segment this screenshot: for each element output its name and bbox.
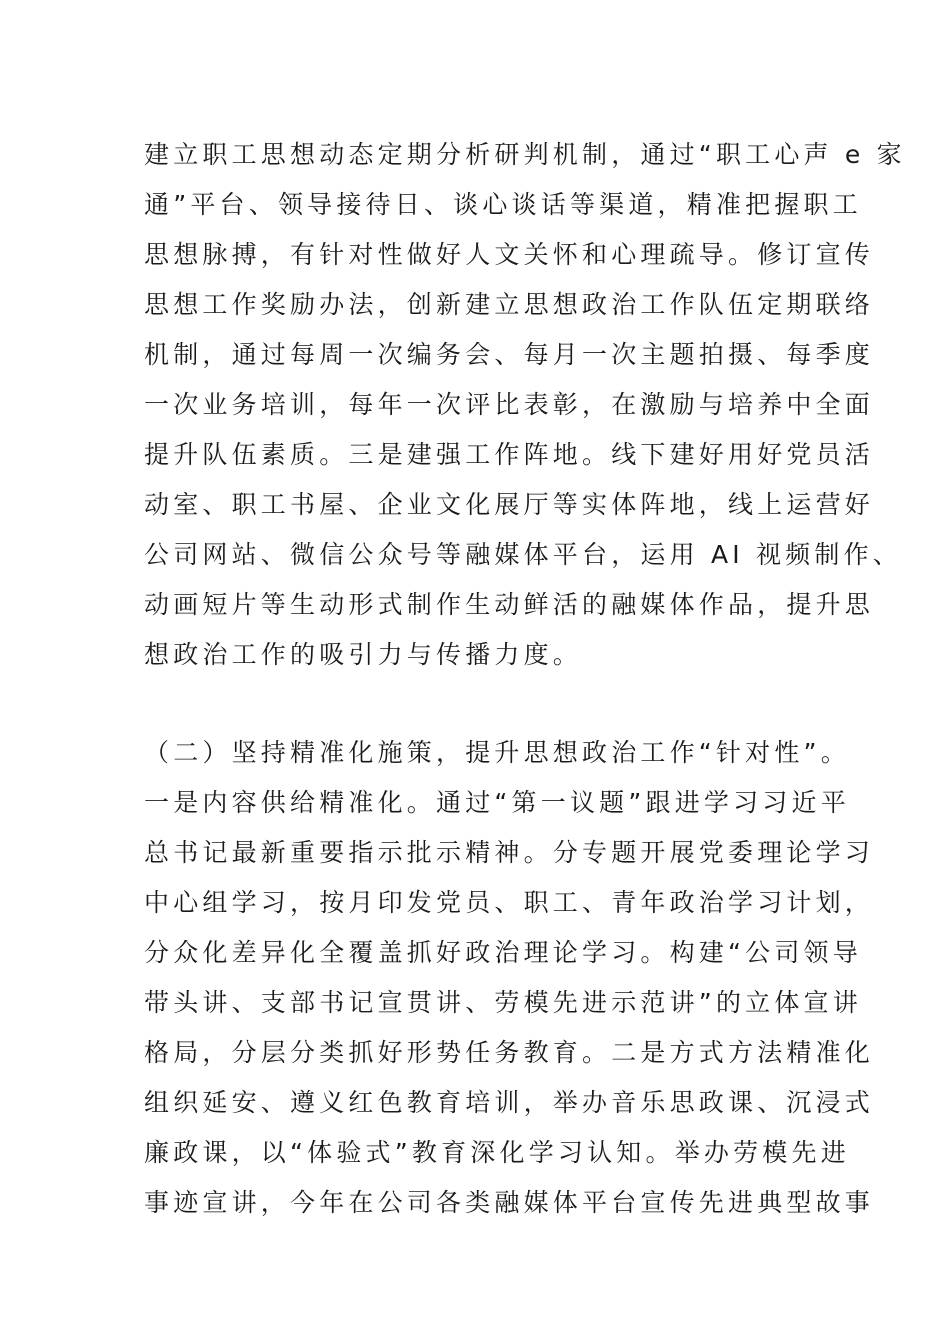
paragraph-1: [144, 130, 906, 680]
text-line: 事迹宣讲，今年在公司各类融媒体平台宣传先进典型故事: [144, 1188, 875, 1217]
text-line: 公司网站、微信公众号等融媒体平台，运用 AI 视频制作、: [144, 540, 902, 569]
text-line: 动画短片等生动形式制作生动鲜活的融媒体作品，提升思: [144, 590, 875, 619]
section-heading-line: （二）坚持精准化施策，提升思想政治工作“针对性”。: [144, 738, 850, 767]
text-line: 想政治工作的吸引力与传播力度。: [144, 640, 583, 669]
text-line: 通”平台、领导接待日、谈心谈话等渠道，精准把握职工: [144, 190, 862, 219]
text-line: 动室、职工书屋、企业文化展厅等实体阵地，线上运营好: [144, 490, 875, 519]
text-line: 组织延安、遵义红色教育培训，举办音乐思政课、沉浸式: [144, 1088, 875, 1117]
text-line: 总书记最新重要指示批示精神。分专题开展党委理论学习: [144, 838, 875, 867]
text-line: 带头讲、支部书记宣贯讲、劳模先进示范讲”的立体宣讲: [144, 988, 862, 1017]
text-line: 机制，通过每周一次编务会、每月一次主题拍摄、每季度: [144, 340, 875, 369]
paragraph-2: [144, 728, 875, 1228]
text-line: 一是内容供给精准化。通过“第一议题”跟进学习习近平: [144, 788, 850, 817]
text-line: 格局，分层分类抓好形势任务教育。二是方式方法精准化: [144, 1038, 875, 1067]
text-line: 分众化差异化全覆盖抓好政治理论学习。构建“公司领导: [144, 938, 862, 967]
text-line: 一次业务培训，每年一次评比表彰，在激励与培养中全面: [144, 390, 875, 419]
text-line: 思想工作奖励办法，创新建立思想政治工作队伍定期联络: [144, 290, 875, 319]
text-line: 思想脉搏，有针对性做好人文关怀和心理疏导。修订宣传: [144, 240, 875, 269]
text-line: 廉政课，以“体验式”教育深化学习认知。举办劳模先进: [144, 1138, 850, 1167]
text-line: 提升队伍素质。三是建强工作阵地。线下建好用好党员活: [144, 440, 875, 469]
text-line: 建立职工思想动态定期分析研判机制，通过“职工心声 e 家: [144, 140, 906, 169]
text-line: 中心组学习，按月印发党员、职工、青年政治学习计划，: [144, 888, 875, 917]
